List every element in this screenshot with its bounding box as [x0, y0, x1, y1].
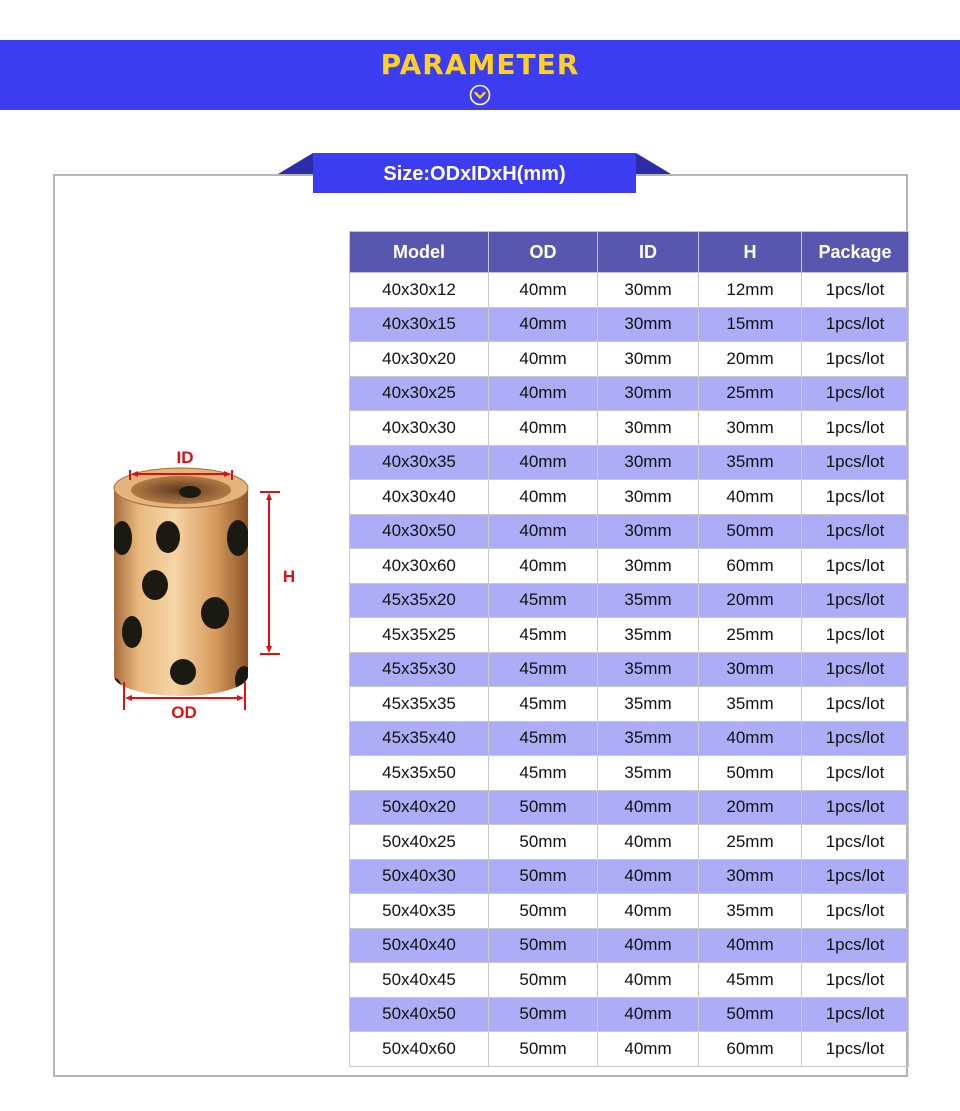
tab-wing-left [278, 153, 313, 174]
id-cell: 40mm [598, 894, 699, 929]
h-cell: 50mm [699, 756, 802, 791]
package-cell: 1pcs/lot [802, 756, 909, 791]
table-row [350, 687, 909, 722]
od-cell: 45mm [489, 721, 598, 756]
model-cell: 40x30x12 [350, 273, 489, 308]
h-cell: 15mm [699, 307, 802, 342]
model-cell: 50x40x35 [350, 894, 489, 929]
model-cell: 40x30x40 [350, 480, 489, 515]
model-cell: 40x30x20 [350, 342, 489, 377]
od-cell: 50mm [489, 790, 598, 825]
od-cell: 50mm [489, 859, 598, 894]
model-cell: 50x40x50 [350, 997, 489, 1032]
table-row [350, 514, 909, 549]
size-tab-label: Size:ODxIDxH(mm) [383, 163, 566, 185]
table-row [350, 894, 909, 929]
table-row [350, 618, 909, 653]
h-cell: 30mm [699, 411, 802, 446]
id-cell: 40mm [598, 963, 699, 998]
h-label: H [282, 567, 296, 586]
h-cell: 30mm [699, 859, 802, 894]
id-cell: 35mm [598, 687, 699, 722]
table-row [350, 376, 909, 411]
id-cell: 35mm [598, 721, 699, 756]
table-row [350, 963, 909, 998]
od-cell: 40mm [489, 411, 598, 446]
tab-wing-right [636, 153, 671, 174]
od-cell: 50mm [489, 997, 598, 1032]
h-cell: 35mm [699, 445, 802, 480]
package-cell: 1pcs/lot [802, 549, 909, 584]
model-cell: 45x35x40 [350, 721, 489, 756]
h-cell: 40mm [699, 928, 802, 963]
table-row [350, 997, 909, 1032]
model-cell: 40x30x50 [350, 514, 489, 549]
id-cell: 30mm [598, 411, 699, 446]
table-row [350, 652, 909, 687]
od-cell: 50mm [489, 825, 598, 860]
h-cell: 20mm [699, 342, 802, 377]
model-cell: 40x30x25 [350, 376, 489, 411]
h-cell: 45mm [699, 963, 802, 998]
table-row [350, 1032, 909, 1067]
id-cell: 40mm [598, 928, 699, 963]
package-cell: 1pcs/lot [802, 342, 909, 377]
table-row [350, 790, 909, 825]
table-row [350, 480, 909, 515]
package-cell: 1pcs/lot [802, 445, 909, 480]
table-row [350, 549, 909, 584]
package-cell: 1pcs/lot [802, 825, 909, 860]
chevron-down-circle-icon [469, 84, 491, 106]
h-cell: 60mm [699, 549, 802, 584]
id-cell: 35mm [598, 618, 699, 653]
od-cell: 45mm [489, 756, 598, 791]
id-cell: 30mm [598, 307, 699, 342]
model-cell: 45x35x20 [350, 583, 489, 618]
od-cell: 50mm [489, 894, 598, 929]
id-cell: 30mm [598, 273, 699, 308]
od-cell: 45mm [489, 618, 598, 653]
h-cell: 30mm [699, 652, 802, 687]
id-cell: 35mm [598, 756, 699, 791]
id-cell: 30mm [598, 549, 699, 584]
column-header: Package [802, 232, 909, 273]
od-cell: 40mm [489, 445, 598, 480]
h-cell: 40mm [699, 480, 802, 515]
id-cell: 40mm [598, 859, 699, 894]
od-cell: 40mm [489, 273, 598, 308]
column-header: Model [350, 232, 489, 273]
id-cell: 40mm [598, 790, 699, 825]
od-cell: 50mm [489, 963, 598, 998]
model-cell: 50x40x30 [350, 859, 489, 894]
package-cell: 1pcs/lot [802, 790, 909, 825]
id-cell: 30mm [598, 480, 699, 515]
h-cell: 35mm [699, 687, 802, 722]
id-cell: 30mm [598, 342, 699, 377]
table-header-row [350, 232, 909, 273]
table-row [350, 825, 909, 860]
id-cell: 40mm [598, 825, 699, 860]
package-cell: 1pcs/lot [802, 376, 909, 411]
package-cell: 1pcs/lot [802, 894, 909, 929]
od-cell: 40mm [489, 549, 598, 584]
h-cell: 20mm [699, 790, 802, 825]
model-cell: 40x30x30 [350, 411, 489, 446]
h-cell: 25mm [699, 825, 802, 860]
package-cell: 1pcs/lot [802, 307, 909, 342]
od-cell: 40mm [489, 376, 598, 411]
table-row [350, 273, 909, 308]
id-cell: 30mm [598, 445, 699, 480]
model-cell: 45x35x30 [350, 652, 489, 687]
h-cell: 20mm [699, 583, 802, 618]
model-cell: 40x30x60 [350, 549, 489, 584]
h-cell: 25mm [699, 618, 802, 653]
table-row [350, 445, 909, 480]
od-label: OD [171, 703, 197, 722]
package-cell: 1pcs/lot [802, 1032, 909, 1067]
package-cell: 1pcs/lot [802, 411, 909, 446]
model-cell: 50x40x45 [350, 963, 489, 998]
od-cell: 50mm [489, 928, 598, 963]
package-cell: 1pcs/lot [802, 618, 909, 653]
model-cell: 40x30x35 [350, 445, 489, 480]
model-cell: 45x35x25 [350, 618, 489, 653]
package-cell: 1pcs/lot [802, 480, 909, 515]
package-cell: 1pcs/lot [802, 928, 909, 963]
id-cell: 40mm [598, 997, 699, 1032]
page-title: PARAMETER [380, 48, 580, 81]
package-cell: 1pcs/lot [802, 721, 909, 756]
size-tab [313, 153, 636, 193]
h-cell: 35mm [699, 894, 802, 929]
package-cell: 1pcs/lot [802, 687, 909, 722]
model-cell: 45x35x50 [350, 756, 489, 791]
column-header: ID [598, 232, 699, 273]
od-cell: 40mm [489, 342, 598, 377]
id-cell: 40mm [598, 1032, 699, 1067]
model-cell: 50x40x20 [350, 790, 489, 825]
package-cell: 1pcs/lot [802, 963, 909, 998]
table-row [350, 859, 909, 894]
model-cell: 50x40x25 [350, 825, 489, 860]
model-cell: 50x40x40 [350, 928, 489, 963]
h-cell: 60mm [699, 1032, 802, 1067]
od-cell: 40mm [489, 480, 598, 515]
table-row [350, 721, 909, 756]
table-row [350, 928, 909, 963]
bushing-diagram [100, 440, 320, 730]
package-cell: 1pcs/lot [802, 583, 909, 618]
model-cell: 45x35x35 [350, 687, 489, 722]
od-cell: 45mm [489, 652, 598, 687]
package-cell: 1pcs/lot [802, 859, 909, 894]
package-cell: 1pcs/lot [802, 273, 909, 308]
column-header: OD [489, 232, 598, 273]
table-row [350, 756, 909, 791]
h-cell: 50mm [699, 997, 802, 1032]
od-cell: 45mm [489, 583, 598, 618]
id-cell: 30mm [598, 376, 699, 411]
model-cell: 50x40x60 [350, 1032, 489, 1067]
h-cell: 12mm [699, 273, 802, 308]
table-row [350, 411, 909, 446]
id-label: ID [176, 448, 194, 467]
table-row [350, 583, 909, 618]
spec-table [349, 231, 909, 1067]
od-cell: 40mm [489, 514, 598, 549]
id-cell: 35mm [598, 652, 699, 687]
id-cell: 35mm [598, 583, 699, 618]
od-cell: 40mm [489, 307, 598, 342]
od-cell: 50mm [489, 1032, 598, 1067]
model-cell: 40x30x15 [350, 307, 489, 342]
h-cell: 25mm [699, 376, 802, 411]
package-cell: 1pcs/lot [802, 514, 909, 549]
package-cell: 1pcs/lot [802, 997, 909, 1032]
table-row [350, 307, 909, 342]
column-header: H [699, 232, 802, 273]
id-cell: 30mm [598, 514, 699, 549]
h-cell: 50mm [699, 514, 802, 549]
h-cell: 40mm [699, 721, 802, 756]
package-cell: 1pcs/lot [802, 652, 909, 687]
od-cell: 45mm [489, 687, 598, 722]
table-row [350, 342, 909, 377]
